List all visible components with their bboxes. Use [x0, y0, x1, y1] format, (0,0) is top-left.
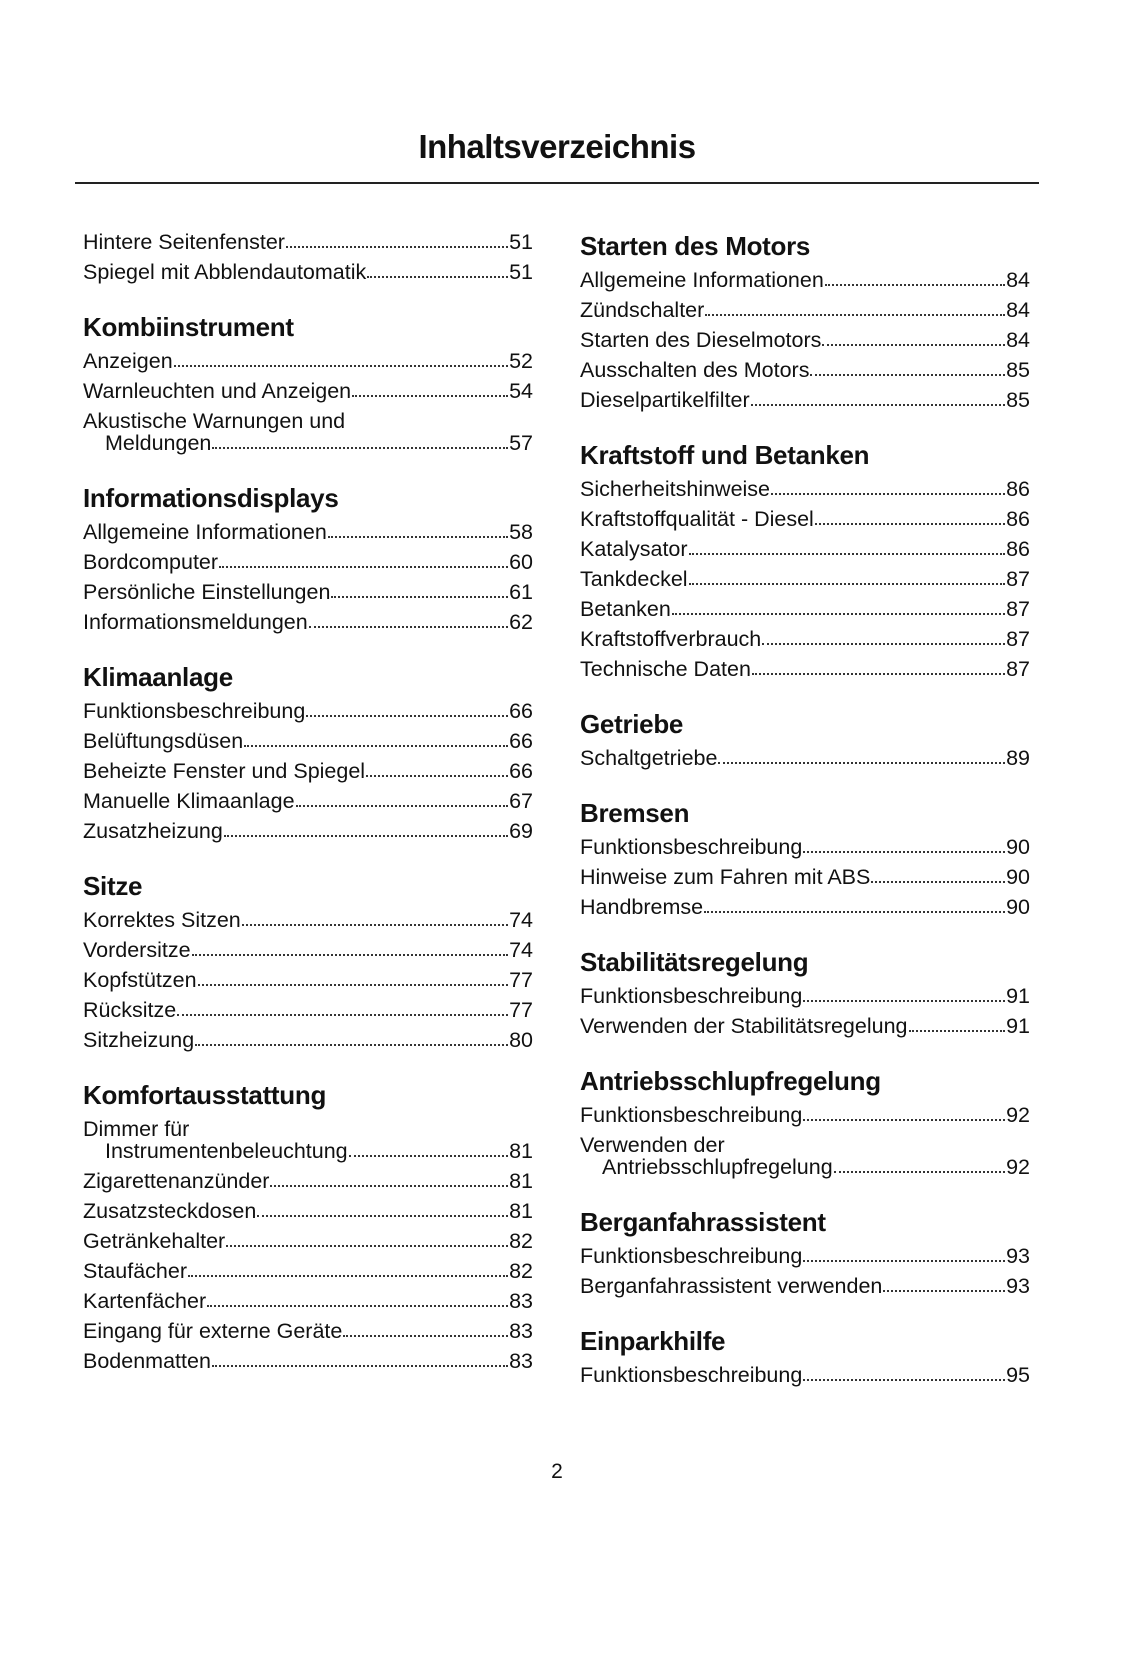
toc-entry[interactable]: [83, 547, 533, 577]
entry-page-number: 93: [1006, 1274, 1030, 1298]
dot-leader: [352, 395, 508, 397]
toc-entry[interactable]: [580, 1011, 1030, 1041]
toc-entry[interactable]: [83, 227, 533, 257]
entry-label: Persönliche Einstellungen: [83, 580, 331, 604]
dot-leader: [349, 1155, 508, 1157]
entry-page-number: 84: [1006, 328, 1030, 352]
entry-label: Funktionsbeschreibung: [580, 1103, 803, 1127]
dot-leader: [328, 536, 508, 538]
entry-page-number: 82: [509, 1229, 533, 1253]
toc-entry[interactable]: [83, 1346, 533, 1376]
section-heading: Komfortausstattung: [83, 1080, 327, 1110]
dot-leader: [822, 344, 1005, 346]
entry-page-number: 83: [509, 1349, 533, 1373]
toc-entry[interactable]: [83, 696, 533, 726]
dot-leader: [219, 566, 508, 568]
toc-entry[interactable]: [83, 726, 533, 756]
entry-label: Rücksitze: [83, 998, 177, 1022]
section-heading: Bremsen: [580, 798, 690, 828]
entry-page-number: 82: [509, 1259, 533, 1283]
entry-page-number: 85: [1006, 358, 1030, 382]
entry-label: Anzeigen: [83, 349, 173, 373]
dot-leader: [270, 1185, 508, 1187]
entry-page-number: 57: [509, 431, 533, 455]
entry-label: Sicherheitshinweise: [580, 477, 771, 501]
entry-label: Sitzheizung: [83, 1028, 195, 1052]
entry-page-number: 90: [1006, 835, 1030, 859]
entry-page-number: 54: [509, 379, 533, 403]
section-heading: Kombiinstrument: [83, 312, 294, 342]
entry-page-number: 84: [1006, 298, 1030, 322]
entry-label: Tankdeckel: [580, 567, 688, 591]
dot-leader: [286, 246, 508, 248]
dot-leader: [718, 762, 1005, 764]
dot-leader: [825, 284, 1005, 286]
entry-label: Schaltgetriebe: [580, 746, 718, 770]
toc-entry[interactable]: [580, 981, 1030, 1011]
entry-page-number: 87: [1006, 657, 1030, 681]
entry-label: Technische Daten: [580, 657, 751, 681]
entry-label: Zusatzheizung: [83, 819, 223, 843]
toc-entry[interactable]: [580, 1271, 1030, 1301]
title-divider: [75, 182, 1039, 184]
entry-label: Vordersitze: [83, 938, 191, 962]
toc-entry[interactable]: [83, 1226, 533, 1256]
dot-leader: [343, 1335, 508, 1337]
dot-leader: [771, 493, 1005, 495]
entry-label: Getränkehalter: [83, 1229, 226, 1253]
entry-page-number: 83: [509, 1289, 533, 1313]
dot-leader: [367, 276, 508, 278]
entry-label: Handbremse: [580, 895, 704, 919]
section-heading: Einparkhilfe: [580, 1326, 726, 1356]
entry-page-number: 85: [1006, 388, 1030, 412]
dot-leader: [366, 775, 508, 777]
entry-page-number: 90: [1006, 895, 1030, 919]
entry-label: Ausschalten des Motors: [580, 358, 810, 382]
dot-leader: [331, 596, 508, 598]
entry-page-number: 91: [1006, 984, 1030, 1008]
entry-label: Bordcomputer: [83, 550, 219, 574]
dot-leader: [309, 626, 508, 628]
section-heading: Informationsdisplays: [83, 483, 339, 513]
entry-label: Manuelle Klimaanlage: [83, 789, 295, 813]
entry-page-number: 77: [509, 998, 533, 1022]
dot-leader: [834, 1171, 1005, 1173]
entry-page-number: 83: [509, 1319, 533, 1343]
entry-page-number: 95: [1006, 1363, 1030, 1387]
dot-leader: [242, 924, 508, 926]
section-heading: Sitze: [83, 871, 143, 901]
entry-page-number: 84: [1006, 268, 1030, 292]
toc-entry[interactable]: [83, 1256, 533, 1286]
toc-entry[interactable]: [83, 1316, 533, 1346]
entry-page-number: 91: [1006, 1014, 1030, 1038]
toc-entry[interactable]: [83, 376, 533, 406]
entry-label: Funktionsbeschreibung: [580, 984, 803, 1008]
toc-entry[interactable]: [580, 1130, 1030, 1182]
page-number: 2: [551, 1460, 563, 1483]
entry-page-number: 86: [1006, 507, 1030, 531]
entry-page-number: 81: [509, 1199, 533, 1223]
entry-page-number: 52: [509, 349, 533, 373]
entry-label: Informationsmeldungen: [83, 610, 308, 634]
entry-page-number: 81: [509, 1139, 533, 1163]
entry-page-number: 66: [509, 759, 533, 783]
dot-leader: [803, 1260, 1005, 1262]
dot-leader: [244, 745, 508, 747]
dot-leader: [177, 1014, 508, 1016]
entry-label: Dimmer für: [83, 1117, 190, 1141]
dot-leader: [751, 404, 1005, 406]
entry-page-number: 77: [509, 968, 533, 992]
dot-leader: [296, 805, 509, 807]
entry-page-number: 87: [1006, 567, 1030, 591]
dot-leader: [192, 954, 509, 956]
toc-entry[interactable]: [83, 1196, 533, 1226]
entry-label-continued: Antriebsschlupfregelung: [602, 1155, 833, 1179]
entry-label: Kraftstoffverbrauch: [580, 627, 762, 651]
toc-entry[interactable]: [83, 1286, 533, 1316]
entry-label: Starten des Dieselmotors: [580, 328, 822, 352]
entry-label: Akustische Warnungen und: [83, 409, 346, 433]
section-heading: Stabilitätsregelung: [580, 947, 809, 977]
entry-label: Spiegel mit Abblendautomatik: [83, 260, 367, 284]
entry-page-number: 60: [509, 550, 533, 574]
toc-entry[interactable]: [83, 816, 533, 846]
entry-page-number: 61: [509, 580, 533, 604]
entry-label: Hintere Seitenfenster: [83, 230, 285, 254]
entry-page-number: 67: [509, 789, 533, 813]
dot-leader: [207, 1305, 508, 1307]
entry-page-number: 90: [1006, 865, 1030, 889]
toc-entry[interactable]: [580, 654, 1030, 684]
dot-leader: [212, 447, 508, 449]
section-heading: Klimaanlage: [83, 662, 233, 692]
dot-leader: [762, 643, 1005, 645]
entry-label: Betanken: [580, 597, 671, 621]
toc-entry[interactable]: [580, 564, 1030, 594]
entry-page-number: 86: [1006, 537, 1030, 561]
dot-leader: [257, 1215, 508, 1217]
dot-leader: [909, 1030, 1006, 1032]
entry-page-number: 93: [1006, 1244, 1030, 1268]
page-title: Inhaltsverzeichnis: [418, 128, 696, 165]
entry-label: Kraftstoffqualität - Diesel: [580, 507, 814, 531]
section-heading: Berganfahrassistent: [580, 1207, 826, 1237]
entry-label: Hinweise zum Fahren mit ABS: [580, 865, 871, 889]
toc-entry[interactable]: [83, 1114, 533, 1166]
entry-label: Verwenden der Stabilitätsregelung: [580, 1014, 908, 1038]
entry-label: Eingang für externe Geräte: [83, 1319, 343, 1343]
dot-leader: [803, 1119, 1005, 1121]
entry-page-number: 58: [509, 520, 533, 544]
dot-leader: [803, 1379, 1005, 1381]
entry-continuation: [83, 1140, 533, 1162]
toc-entry[interactable]: [83, 577, 533, 607]
entry-label: Bodenmatten: [83, 1349, 211, 1373]
entry-page-number: 51: [509, 230, 533, 254]
toc-entry[interactable]: [580, 832, 1030, 862]
entry-label-continued: Meldungen: [105, 431, 212, 455]
entry-label: Beheizte Fenster und Spiegel: [83, 759, 366, 783]
entry-label: Dieselpartikelfilter: [580, 388, 750, 412]
entry-label: Zündschalter: [580, 298, 705, 322]
entry-label-continued: Instrumentenbeleuchtung: [105, 1139, 348, 1163]
toc-entry[interactable]: [83, 257, 533, 287]
entry-label: Korrektes Sitzen: [83, 908, 241, 932]
dot-leader: [672, 613, 1005, 615]
dot-leader: [704, 911, 1005, 913]
dot-leader: [705, 314, 1005, 316]
dot-leader: [815, 523, 1005, 525]
toc-entry[interactable]: [580, 862, 1030, 892]
toc-entry[interactable]: [83, 995, 533, 1025]
toc-entry[interactable]: [83, 1166, 533, 1196]
entry-continuation: [580, 1156, 1030, 1178]
dot-leader: [188, 1275, 508, 1277]
toc-entry[interactable]: [580, 325, 1030, 355]
toc-entry[interactable]: [580, 504, 1030, 534]
dot-leader: [689, 583, 1006, 585]
section-heading: Antriebsschlupfregelung: [580, 1066, 881, 1096]
toc-entry[interactable]: [83, 346, 533, 376]
entry-page-number: 69: [509, 819, 533, 843]
entry-label: Funktionsbeschreibung: [580, 1244, 803, 1268]
toc-entry[interactable]: [83, 905, 533, 935]
entry-page-number: 92: [1006, 1103, 1030, 1127]
toc-entry[interactable]: [580, 385, 1030, 415]
entry-label: Allgemeine Informationen: [580, 268, 824, 292]
toc-entry[interactable]: [580, 474, 1030, 504]
entry-label: Berganfahrassistent verwenden: [580, 1274, 883, 1298]
toc-entry[interactable]: [83, 607, 533, 637]
entry-label: Zusatzsteckdosen: [83, 1199, 257, 1223]
dot-leader: [195, 1044, 508, 1046]
entry-label: Allgemeine Informationen: [83, 520, 327, 544]
toc-column-right: [580, 227, 1030, 1390]
entry-page-number: 66: [509, 699, 533, 723]
entry-label: Staufächer: [83, 1259, 187, 1283]
entry-page-number: 66: [509, 729, 533, 753]
entry-page-number: 92: [1006, 1155, 1030, 1179]
dot-leader: [752, 673, 1005, 675]
toc-entry[interactable]: [580, 743, 1030, 773]
dot-leader: [689, 553, 1006, 555]
entry-page-number: 86: [1006, 477, 1030, 501]
toc-entry[interactable]: [580, 265, 1030, 295]
entry-label: Belüftungsdüsen: [83, 729, 244, 753]
dot-leader: [871, 881, 1005, 883]
toc-entry[interactable]: [580, 1241, 1030, 1271]
toc-entry[interactable]: [580, 1360, 1030, 1390]
entry-page-number: 62: [509, 610, 533, 634]
toc-entry[interactable]: [83, 965, 533, 995]
toc-entry[interactable]: [83, 406, 533, 458]
section-heading: Getriebe: [580, 709, 684, 739]
dot-leader: [198, 984, 509, 986]
entry-continuation: [83, 432, 533, 454]
toc-entry[interactable]: [83, 756, 533, 786]
dot-leader: [226, 1245, 508, 1247]
entry-label: Kopfstützen: [83, 968, 197, 992]
entry-page-number: 87: [1006, 597, 1030, 621]
entry-label: Funktionsbeschreibung: [83, 699, 306, 723]
toc-entry[interactable]: [580, 594, 1030, 624]
toc-entry[interactable]: [580, 1100, 1030, 1130]
dot-leader: [212, 1365, 508, 1367]
toc-entry[interactable]: [83, 517, 533, 547]
entry-page-number: 51: [509, 260, 533, 284]
dot-leader: [306, 715, 508, 717]
entry-label: Funktionsbeschreibung: [580, 1363, 803, 1387]
dot-leader: [810, 374, 1005, 376]
toc-entry[interactable]: [580, 295, 1030, 325]
toc-entry[interactable]: [580, 534, 1030, 564]
entry-page-number: 89: [1006, 746, 1030, 770]
toc-entry[interactable]: [580, 892, 1030, 922]
entry-label: Katalysator: [580, 537, 688, 561]
dot-leader: [224, 835, 508, 837]
entry-page-number: 74: [509, 938, 533, 962]
toc-entry[interactable]: [83, 1025, 533, 1055]
entry-page-number: 80: [509, 1028, 533, 1052]
entry-label: Kartenfächer: [83, 1289, 207, 1313]
entry-page-number: 87: [1006, 627, 1030, 651]
entry-label: Warnleuchten und Anzeigen: [83, 379, 352, 403]
toc-column-left: [83, 227, 533, 1376]
toc-entry[interactable]: [580, 355, 1030, 385]
dot-leader: [803, 851, 1005, 853]
entry-page-number: 74: [509, 908, 533, 932]
entry-page-number: 81: [509, 1169, 533, 1193]
entry-label: Verwenden der: [580, 1133, 725, 1157]
toc-entry[interactable]: [83, 786, 533, 816]
entry-label: Zigarettenanzünder: [83, 1169, 270, 1193]
section-heading: Starten des Motors: [580, 231, 811, 261]
entry-label: Funktionsbeschreibung: [580, 835, 803, 859]
toc-entry[interactable]: [83, 935, 533, 965]
section-heading: Kraftstoff und Betanken: [580, 440, 870, 470]
dot-leader: [883, 1290, 1005, 1292]
dot-leader: [803, 1000, 1005, 1002]
dot-leader: [174, 365, 508, 367]
toc-entry[interactable]: [580, 624, 1030, 654]
